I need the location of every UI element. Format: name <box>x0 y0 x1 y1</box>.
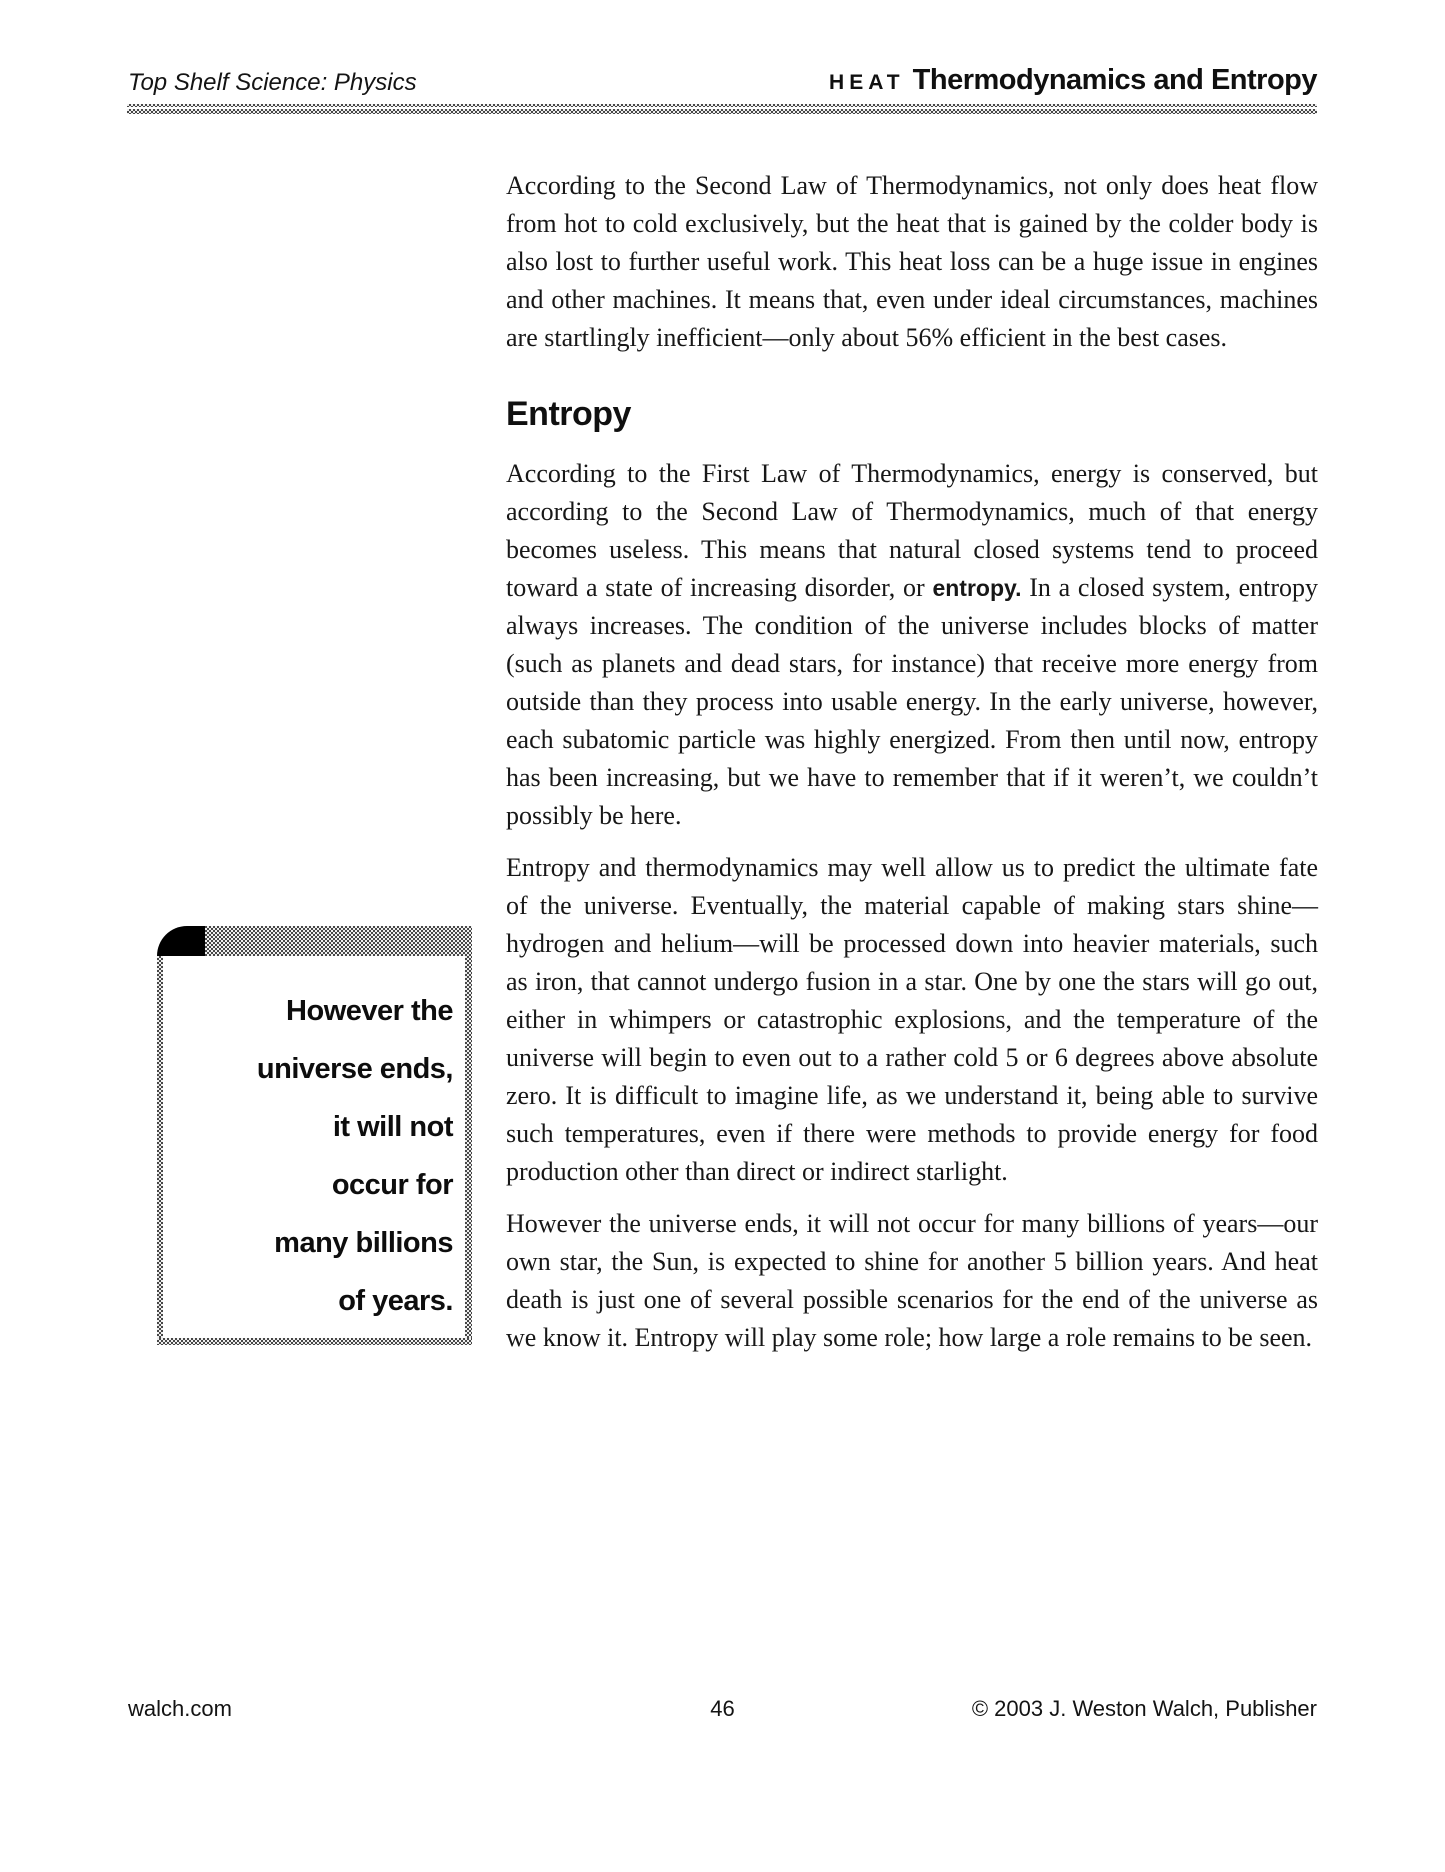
footer-page-number: 46 <box>710 1696 735 1721</box>
pullquote-line: universe ends, <box>256 1053 453 1085</box>
pullquote-line: However the <box>286 995 453 1027</box>
body-column <box>506 167 1318 1371</box>
pullquote-line: of years. <box>338 1285 453 1317</box>
unit-label: HEAT <box>829 71 905 94</box>
footer-copyright: © 2003 J. Weston Walch, Publisher <box>971 1696 1317 1721</box>
pullquote-border-top <box>195 926 472 956</box>
section-heading: Entropy <box>506 395 631 433</box>
chapter-title: Thermodynamics and Entropy <box>912 64 1317 96</box>
closing-paragraph: However the universe ends, it will not occur for many billions of years—our own star, the Sun, is expected to shine for another 5 billion years. And heat death is just one of several possible scenarios for the end of the universe as we know it. Entropy will play some role; how large a role remains to be seen. <box>506 1209 1318 1352</box>
pullquote-border-right <box>465 956 472 1345</box>
paragraph-text-after-term: In a closed system, entropy always increases. The condition of the universe includes blocks of matter (such as planets and dead stars, for instance) that receive more energy from outside than they process into usable energy. In the early universe, however, each subatomic particle was highly energized. From then until now, entropy has been increasing, but we have to remember that if it weren’t, we couldn’t possibly be here. <box>506 573 1318 830</box>
page-footer <box>0 1694 1445 1724</box>
pullquote-border-bottom <box>157 1338 472 1345</box>
book-title: Top Shelf Science: Physics <box>128 69 417 96</box>
pullquote-text <box>175 982 453 1330</box>
pullquote-line: occur for <box>331 1169 453 1201</box>
header-rule-bottom-line <box>127 109 1317 114</box>
pullquote-box <box>157 926 472 1345</box>
fate-of-universe-paragraph: Entropy and thermodynamics may well allow us to predict the ultimate fate of the universe. Eventually, the material capable of making stars shine—hydrogen and helium—will be processed down into heavier materials, such as iron, that cannot undergo fusion in a star. One by one the stars will go out, either in whimpers or catastrophic explosions, and the temperature of the universe will begin to even out to a rather cold 5 or 6 degrees above absolute zero. It is difficult to imagine life, as we understand it, being able to survive such temperatures, even if there were methods to provide energy for food production other than direct or indirect starlight. <box>506 853 1318 1186</box>
pullquote-line: many billions <box>274 1227 453 1259</box>
page-header <box>829 66 1317 95</box>
header-rule <box>127 104 1317 114</box>
paragraph-text-before-term: According to the First Law of Thermodynamics, energy is conserved, but according to the Second Law of Thermodynamics, much of that energy becomes useless. This means that natural closed systems tend to proceed toward a state of increasing disorder, or <box>506 459 1318 602</box>
entropy-term: entropy. <box>932 575 1022 601</box>
entropy-definition-paragraph <box>506 455 1318 835</box>
intro-paragraph: According to the Second Law of Thermodynamics, not only does heat flow from hot to cold exclusively, but the heat that is gained by the colder body is also lost to further useful work. This heat loss can be a huge issue in engines and other machines. It means that, even under ideal circumstances, machines are startlingly inefficient—only about 56% efficient in the best cases. <box>506 171 1318 352</box>
pullquote-border-left <box>157 956 163 1345</box>
pullquote-line: it will not <box>332 1111 453 1143</box>
footer-website: walch.com <box>128 1696 232 1721</box>
pullquote-corner-decoration <box>157 926 205 956</box>
